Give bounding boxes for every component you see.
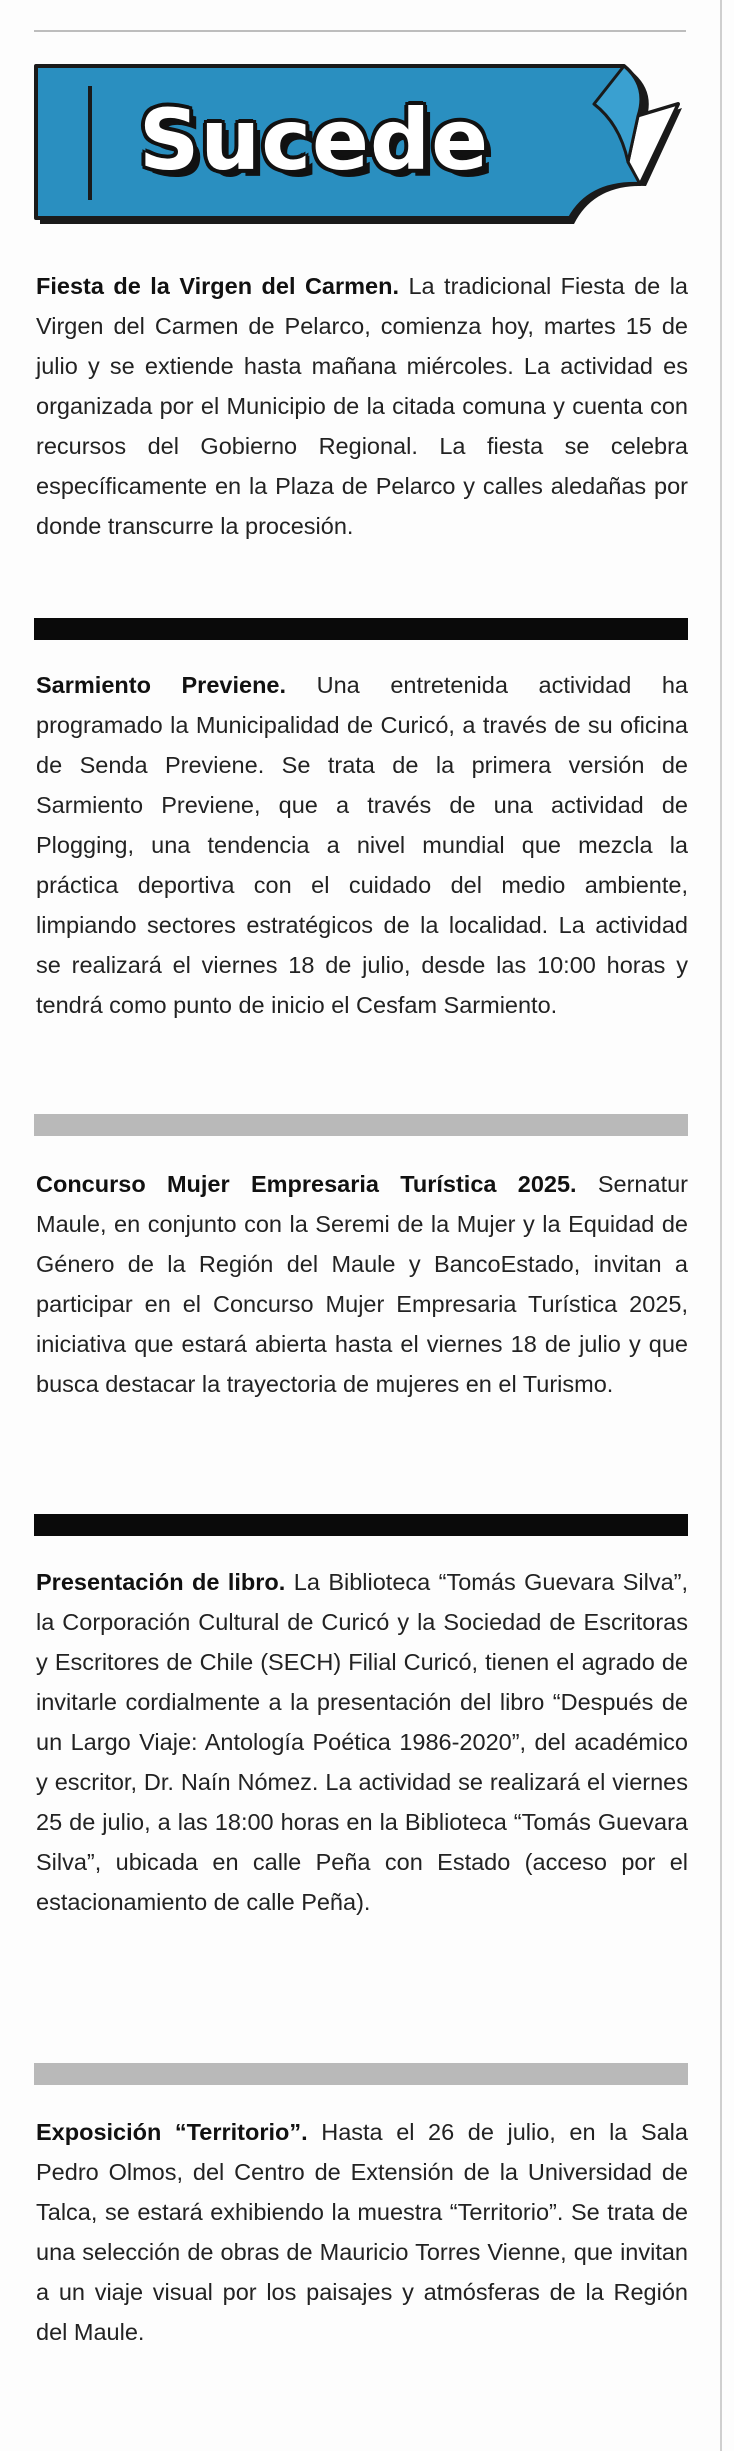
- news-item-body: La tradicional Fiesta de la Virgen del Carmen de Pelarco, comienza hoy, martes 15 de julio y se extiende hasta mañana miércoles. La actividad es organizada por el Municipio de la citada comuna y cuenta con recursos del Gobierno Regional. La fiesta se celebra específicamente en la Plaza de Pelarco y calles aledañas por donde transcurre la procesión.: [36, 273, 689, 539]
- section-banner: [34, 64, 686, 224]
- news-item-lead: Fiesta de la Virgen del Carmen.: [36, 273, 399, 299]
- separator-bar: [34, 2063, 688, 2085]
- news-item-lead: Presentación de libro.: [36, 1569, 286, 1595]
- separator-bar: [34, 1114, 688, 1136]
- news-item-sarmiento: [36, 665, 688, 1025]
- section-title: Sucede: [138, 91, 490, 189]
- news-item-body: Sernatur Maule, en conjunto con la Seremi de la Mujer y la Equidad de Género de la Región del Maule y BancoEstado, invitan a participar en el Concurso Mujer Empresaria Turística 2025, iniciativa que estará abierta hasta el viernes 18 de julio y que busca destacar la trayectoria de mujeres en el Turismo.: [36, 1171, 688, 1397]
- news-item-body: La Biblioteca “Tomás Guevara Silva”, la Corporación Cultural de Curicó y la Sociedad de Escritoras y Escritores de Chile (SECH) Filial Curicó, tienen el agrado de invitarle cordialmente a la presentación del libro “Después de un Largo Viaje: Antología Poética 1986-2020”, del académico y escritor, Dr. Naín Nómez. La actividad se realizará el viernes 25 de julio, a las 18:00 horas en la Biblioteca “Tomás Guevara Silva”, ubicada en calle Peña con Estado (acceso por el estacionamiento de calle Peña).: [36, 1569, 688, 1915]
- news-item-exposicion: [36, 2112, 688, 2352]
- news-item-body: Una entretenida actividad ha programado la Municipalidad de Curicó, a través de su oficina de Senda Previene. Se trata de la primera versión de Sarmiento Previene, que a través de una actividad de Plogging, una tendencia a nivel mundial que mezcla la práctica deportiva con el cuidado del medio ambiente, limpiando sectores estratégicos de la localidad. La actividad se realizará el viernes 18 de julio, desde las 10:00 horas y tendrá como punto de inicio el Cesfam Sarmiento.: [36, 672, 688, 1018]
- news-item-lead: Exposición “Territorio”.: [36, 2119, 308, 2145]
- separator-bar: [34, 1514, 688, 1536]
- news-item-lead: Sarmiento Previene.: [36, 672, 287, 698]
- news-item-body: Hasta el 26 de julio, en la Sala Pedro Olmos, del Centro de Extensión de la Universidad de Talca, se estará exhibiendo la muestra “Territorio”. Se trata de una selección de obras de Mauricio Torres Vienne, que invitan a un viaje visual por los paisajes y atmósferas de la Región del Maule.: [36, 2119, 688, 2345]
- news-item-libro: [36, 1562, 688, 1922]
- news-item-concurso: [36, 1164, 688, 1404]
- separator-bar: [34, 618, 688, 640]
- top-rule: [34, 30, 686, 32]
- news-item-fiesta: [36, 266, 688, 546]
- news-item-lead: Concurso Mujer Empresaria Turística 2025.: [36, 1171, 577, 1197]
- page-edge-rule: [720, 0, 722, 2451]
